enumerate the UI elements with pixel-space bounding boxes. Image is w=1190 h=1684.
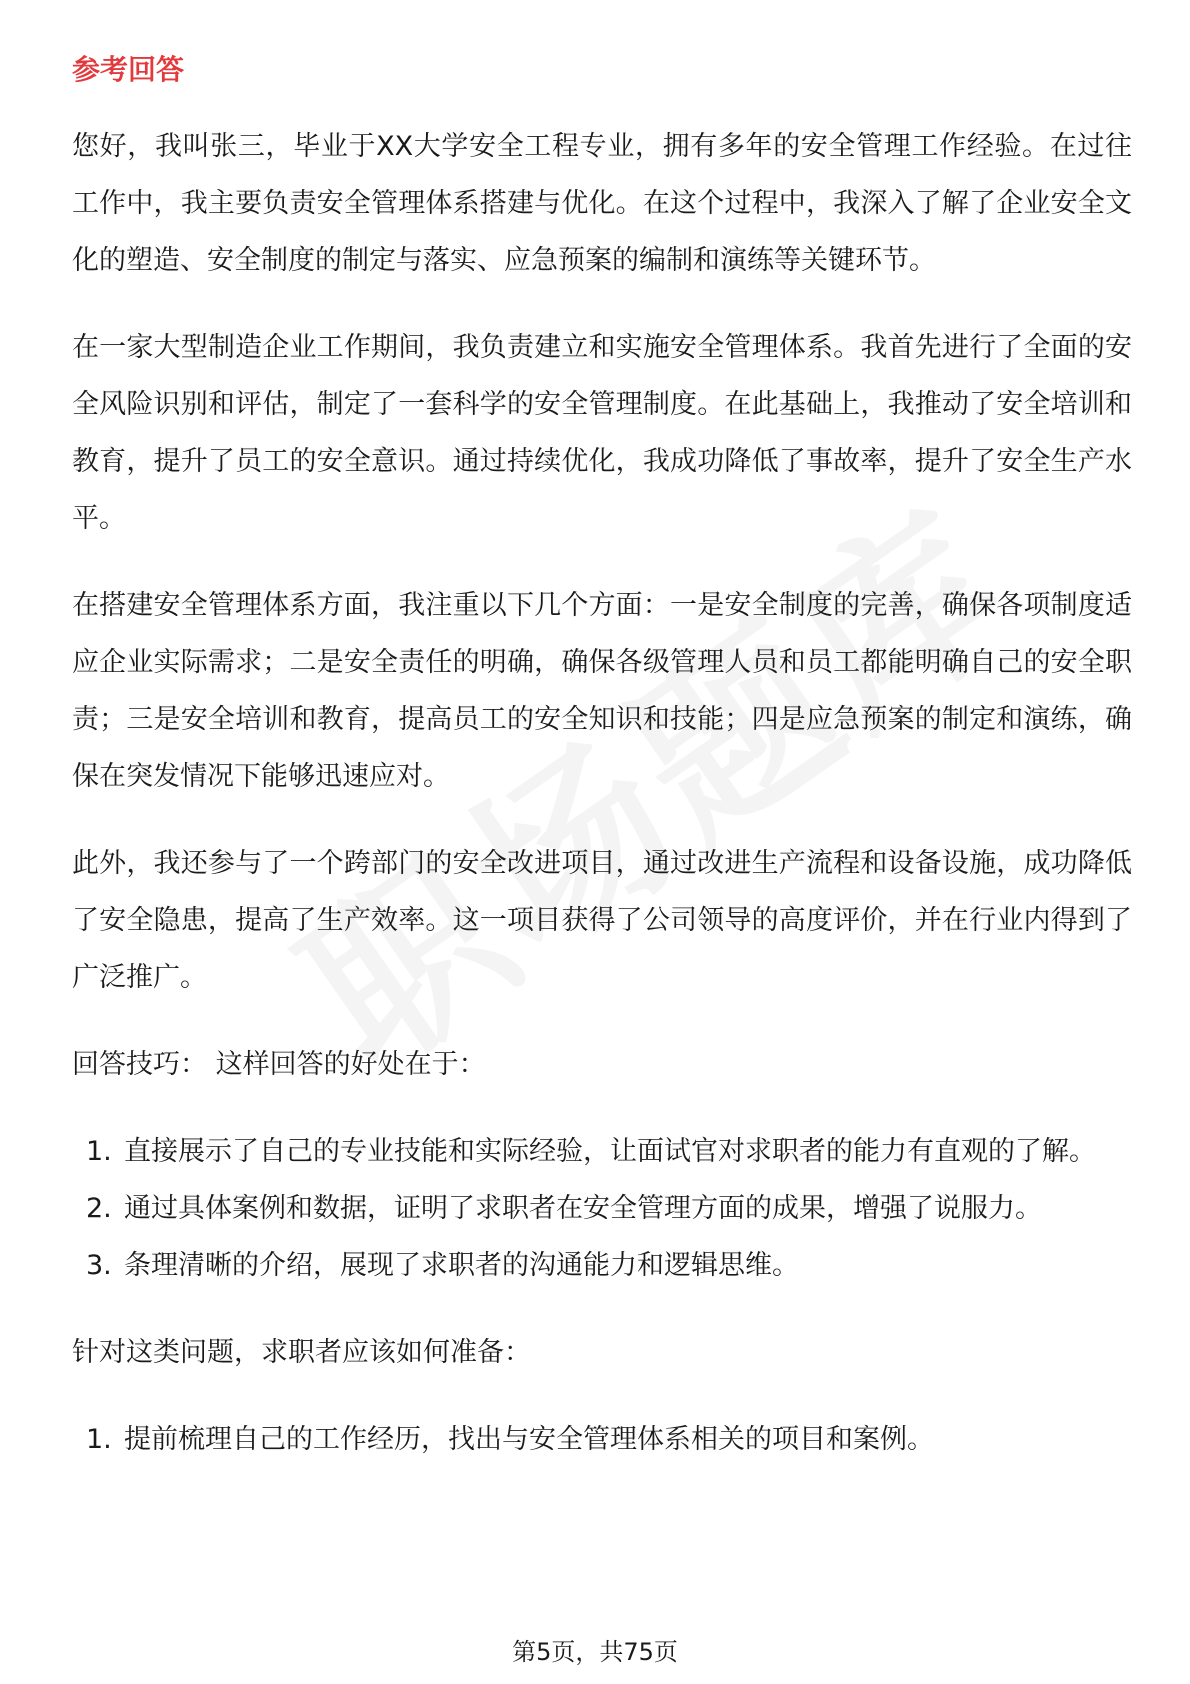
- list-number: 1.: [86, 1424, 112, 1455]
- list-text: 提前梳理自己的工作经历，找出与安全管理体系相关的项目和案例。: [124, 1424, 934, 1455]
- list-number: 2.: [86, 1193, 112, 1224]
- document-page: [72, 52, 1132, 1498]
- list-item: [72, 1237, 1132, 1294]
- list-text: 通过具体案例和数据，证明了求职者在安全管理方面的成果，增强了说服力。: [124, 1193, 1042, 1224]
- page-footer: 第5页，共75页: [512, 1638, 678, 1666]
- list-number: 3.: [86, 1250, 112, 1281]
- section-title: 参考回答: [72, 53, 185, 86]
- tips-heading: 回答技巧： 这样回答的好处在于：: [72, 1049, 486, 1080]
- tips-list: [72, 1123, 1132, 1294]
- list-item: [72, 1180, 1132, 1237]
- list-number: 1.: [86, 1136, 112, 1167]
- prep-list: [72, 1411, 1132, 1468]
- list-item: [72, 1123, 1132, 1180]
- paragraph-project: 此外，我还参与了一个跨部门的安全改进项目，通过改进生产流程和设备设施，成功降低了安全隐患，提高了生产效率。这一项目获得了公司领导的高度评价，并在行业内得到了广泛推广。: [72, 848, 1132, 993]
- paragraph-system: 在搭建安全管理体系方面，我注重以下几个方面：一是安全制度的完善，确保各项制度适应企业实际需求；二是安全责任的明确，确保各级管理人员和员工都能明确自己的安全职责；三是安全培训和教育，提高员工的安全知识和技能；四是应急预案的制定和演练，确保在突发情况下能够迅速应对。: [72, 590, 1132, 792]
- prep-heading: 针对这类问题，求职者应该如何准备：: [72, 1337, 531, 1368]
- list-item: [72, 1411, 1132, 1468]
- list-text: 直接展示了自己的专业技能和实际经验，让面试官对求职者的能力有直观的了解。: [124, 1136, 1096, 1167]
- paragraph-experience: 在一家大型制造企业工作期间，我负责建立和实施安全管理体系。我首先进行了全面的安全风险识别和评估，制定了一套科学的安全管理制度。在此基础上，我推动了安全培训和教育，提升了员工的安全意识。通过持续优化，我成功降低了事故率，提升了安全生产水平。: [72, 332, 1132, 534]
- list-text: 条理清晰的介绍，展现了求职者的沟通能力和逻辑思维。: [124, 1250, 799, 1281]
- paragraph-intro: 您好，我叫张三，毕业于XX大学安全工程专业，拥有多年的安全管理工作经验。在过往工作中，我主要负责安全管理体系搭建与优化。在这个过程中，我深入了解了企业安全文化的塑造、安全制度的制定与落实、应急预案的编制和演练等关键环节。: [72, 131, 1132, 276]
